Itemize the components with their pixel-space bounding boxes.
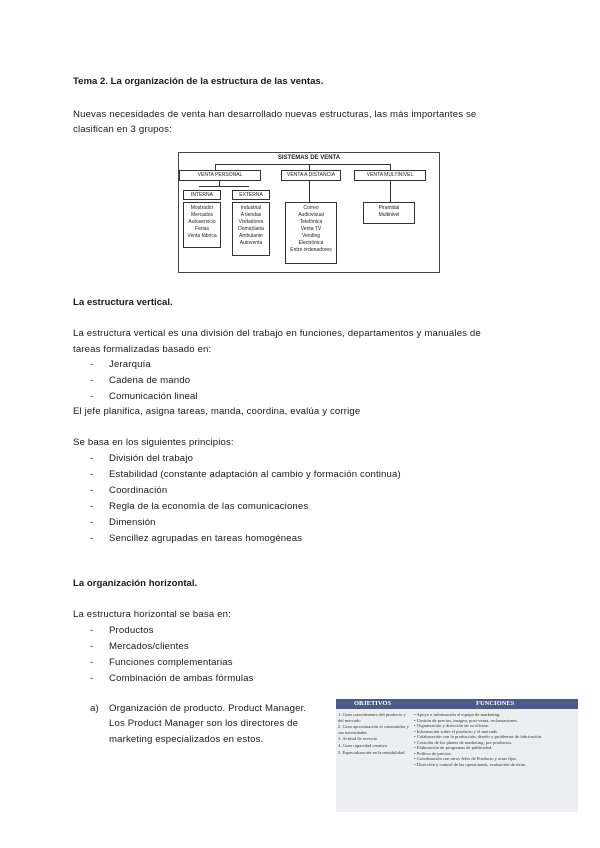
diagram-item: Correo	[303, 205, 319, 211]
diagram-item: Venta fábrica	[187, 233, 217, 239]
table-cell: • Política de precios.	[414, 750, 452, 756]
diagram-connector	[309, 180, 310, 202]
diagram-box-externa-items	[232, 202, 270, 256]
diagram-box-multinivel-items	[363, 202, 415, 224]
table-cell: • Información sobre el producto y el mercado.	[414, 728, 499, 734]
vertical-boss-paragraph: El jefe planifica, asigna tareas, manda, coordina, evalúa y corrige	[73, 406, 361, 417]
table-header	[336, 699, 578, 709]
table-cell: • Apoyo e información al equipo de marketing.	[414, 712, 501, 717]
diagram-item: Audiovisual	[298, 212, 324, 218]
column-header-objetivos: OBJETIVOS	[354, 700, 392, 707]
diagram-item: Visitadores	[238, 219, 264, 225]
diagram-connector	[215, 164, 391, 165]
diagram-item: Vending	[301, 233, 321, 239]
objetivos-column	[338, 712, 410, 756]
diagram-connector	[390, 180, 391, 202]
diagram-item: Venta TV	[300, 226, 322, 232]
diagram-item: Autoventa	[239, 240, 263, 246]
vertical-paragraph-line-2: tareas formalizadas basado en:	[73, 344, 212, 355]
diagram-label: VENTA A DISTANCIA	[287, 172, 335, 178]
item-a-line-1: Organización de producto. Product Manager.	[109, 703, 307, 714]
diagram-item: Electrónica	[298, 240, 324, 246]
diagram-label: VENTA PERSONAL	[197, 172, 243, 178]
table-cell: 5. Especialización en la rentabilidad	[338, 749, 405, 755]
diagram-item: Domiciliaria	[238, 226, 264, 232]
vertical-paragraph-line-1: La estructura vertical es una división del trabajo en funciones, departamentos y manuales de	[73, 328, 481, 339]
diagram-box-venta-distancia	[281, 170, 341, 181]
vertical-principles-intro: Se basa en los siguientes principios:	[73, 437, 234, 448]
item-a-marker: a)	[90, 703, 99, 714]
diagram-item: Mostrador	[190, 205, 214, 211]
intro-line-1: Nuevas necesidades de venta han desarrollado nuevas estructuras, las más importantes se	[73, 109, 477, 120]
table-cell: • Coordinación con otros Jefes de Producto y otras fijas.	[414, 756, 518, 761]
diagram-box-venta-personal	[179, 170, 261, 181]
diagram-label: INTERNA	[191, 192, 213, 198]
column-header-funciones: FUNCIONES	[476, 700, 515, 707]
diagram-item: Telefónica	[299, 219, 323, 225]
section-heading-vertical: La estructura vertical.	[73, 297, 173, 308]
table-cell: 4. Gran capacidad creativa	[338, 743, 387, 749]
table-cell: 1. Gran conocimiento del producto y del mercado	[338, 712, 406, 723]
sales-systems-diagram	[178, 152, 440, 273]
table-cell: • Dirección y control de las operaciones, evaluación de éxito.	[414, 761, 527, 767]
diagram-label: EXTERNA	[239, 192, 263, 198]
diagram-item: Ambulante	[239, 233, 263, 239]
product-manager-table	[336, 699, 578, 812]
item-a-line-3: marketing especializados en estos.	[109, 734, 264, 745]
section-heading-horizontal: La organización horizontal.	[73, 578, 198, 589]
diagram-connector	[199, 186, 249, 187]
table-cell: • Gestión de precios, imagen, post-venta, reclamaciones.	[414, 717, 518, 723]
diagram-item: A tiendas	[240, 212, 262, 218]
diagram-label: VENTA MULTINIVEL	[366, 172, 414, 178]
diagram-item: Mercados	[191, 212, 213, 218]
funciones-column	[414, 712, 576, 767]
table-cell: • Organización y dirección de su oficina.	[414, 723, 489, 728]
diagram-item: Ferias	[195, 226, 209, 232]
table-cell: • Elaboración de programas de publicidad.	[414, 745, 493, 750]
table-cell: 2. Gran aproximación al consumidor y sus necesidades	[338, 724, 409, 735]
diagram-item: Multinivel	[378, 212, 400, 218]
table-cell: • Colaboración con la producción, diseño y problemas de fabricación.	[414, 734, 543, 739]
table-cell: 3. Actitud de servicio	[338, 736, 378, 742]
diagram-item: Entre ordenadores	[290, 247, 332, 253]
diagram-title: SISTEMAS DE VENTA	[277, 155, 341, 161]
diagram-item: Piramidal	[378, 205, 400, 211]
table-cell: • Creación de los planes de marketing, por productos.	[414, 739, 513, 745]
diagram-box-interna	[183, 190, 221, 200]
horizontal-intro: La estructura horizontal se basa en:	[73, 609, 231, 620]
intro-line-2: clasifican en 3 grupos:	[73, 124, 172, 135]
page-title: Tema 2. La organización de la estructura de las ventas.	[73, 76, 324, 87]
diagram-item: Autoservicio	[188, 219, 216, 225]
diagram-box-externa	[232, 190, 270, 200]
item-a-line-2: Los Product Manager son los directores de	[109, 718, 299, 729]
diagram-item: Industrial	[240, 205, 262, 211]
diagram-box-distancia-items	[285, 202, 337, 264]
diagram-box-interna-items	[183, 202, 221, 248]
